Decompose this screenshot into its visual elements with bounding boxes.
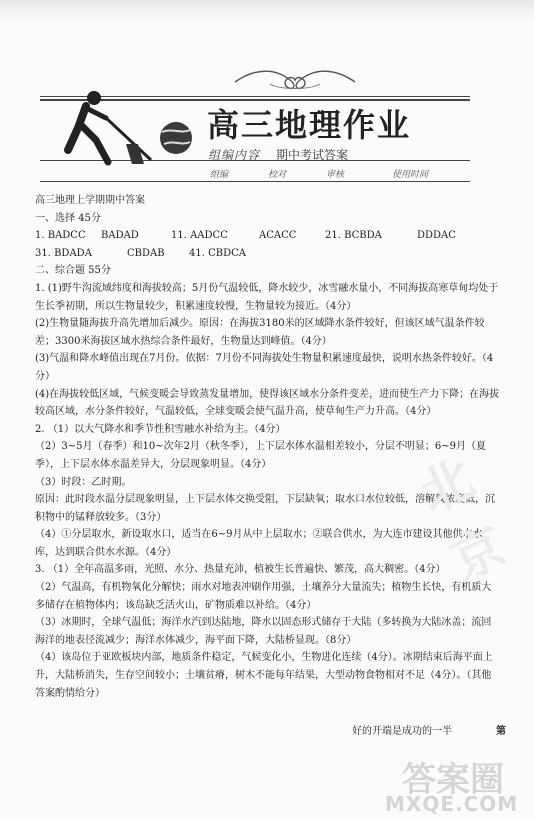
- answer-heading: 高三地理上学期期中答案: [35, 195, 145, 206]
- answer-group: 41. CBDCA: [189, 247, 246, 259]
- section-choice: 一、选择 45分: [35, 212, 101, 224]
- q1-part-1: 1. (1)野牛沟流域纬度和海拔较高；5月份气温较低，降水较少，冰雪融水量小，不同海拔高寒草甸均处于生长季初期，所以生物量较少，积累速度较慢，生物量较为接近。（4分）: [35, 282, 499, 312]
- meta-review: 审核: [326, 170, 345, 180]
- meta-proofread: 校对: [268, 170, 287, 180]
- watermark-url: MXQE.COM: [385, 792, 519, 816]
- subtitle-handwritten: 组编内容: [208, 148, 261, 162]
- footer-page-label: 第: [496, 726, 506, 737]
- q2-part-3: （3）时段：乙时期。: [35, 476, 132, 488]
- ornament-flourish: [230, 64, 360, 94]
- answer-group: BADAD: [101, 230, 139, 242]
- answer-group: ACACC: [259, 230, 297, 242]
- q3-part-2: （2）气温高，有机物氧化分解快；雨水对地表冲刷作用强，土壤养分大量流失；植物生长快，有机质大多储存在植物体内；该岛缺乏活火山，矿物质难以补给。（4分）: [35, 582, 492, 611]
- meta-use-date: 使用时间: [392, 170, 429, 180]
- q3-part-4: （4）该岛位于亚欧板块内部，地质条件稳定，气候变化小，生物进化连续（4分）。冰期结束后海平面上升，大陆桥消失，生存空间较小；土壤贫瘠，树木不能每年结果，大型动物食物相对不足（4分）。（其他答案酌情给分）: [35, 652, 493, 699]
- header-rule-bottom: [40, 181, 470, 182]
- q2-part-2: （2）3~5月（春季）和10~次年2月（秋冬季），上下层水体水温相差较小，分层不明显；6~9月（夏季），上下层水体水温差异大，分层现象明显。（4分）: [35, 441, 487, 470]
- q1-part-4: (4)在海拔较低区域，气候变暖会导致蒸发量增加，使得该区域水分条件变差，进而使生产力下降；在海拔较高区域，水分条件较好，气温较低，全球变暖会使气温升高，使草甸生产力升高。（4分）: [35, 388, 500, 418]
- q2-part-1: 2. （1）以大气降水和季节性积雪融水补给为主。（4分）: [35, 423, 286, 435]
- scan-shadow: [0, 0, 534, 22]
- answer-group: 11. AADCC: [171, 230, 228, 242]
- q2-part-5: （4）①分层取水，新设取水口，适当在6~9月从中上层取水；②联合供水，为大连市建设其他供水水库，达到联合供水水源。（4分）: [35, 529, 483, 558]
- q1-part-2: (2)生物量随海拔升高先增加后减少。原因：在海拔3180米的区域降水条件较好，但该区域气温条件较差；3300米海拔区域水热综合条件最好，生物量达到峰值。（4分）: [35, 318, 485, 347]
- watermark-side: 北京: [410, 448, 515, 593]
- answer-group: DDDAC: [417, 230, 456, 242]
- answer-group: CBDAB: [127, 247, 165, 259]
- q3-part-3: （3）冰期时，全球气温低；海洋水汽到达陆地，降水以固态形式储存于大陆（多转换为大陆冰盖；流回海洋的地表径流减少；海洋水体减少，海平面下降，大陆桥显现。（8分）: [35, 617, 492, 646]
- answer-group: 21. BCBDA: [325, 230, 382, 242]
- meta-compile: 组编: [210, 170, 229, 180]
- choice-answers-row-1: [35, 227, 500, 245]
- q1-part-3: (3)气温和降水峰值出现在7月份。依据：7月份不同海拔处生物量积累速度最快，说明水热条件较好。（4分）: [35, 353, 494, 382]
- section-comprehensive: 二、综合题 55分: [35, 265, 111, 277]
- athlete-logo: [56, 88, 201, 168]
- choice-answers-row-2: [35, 245, 500, 263]
- subtitle-main: 期中考试答案: [276, 148, 349, 162]
- footer-slogan: 好的开端是成功的一半: [352, 726, 452, 737]
- answer-group: 31. BDADA: [35, 247, 92, 259]
- page-title: 高三地理作业: [207, 106, 412, 144]
- q2-part-4: 原因：此时段水温分层现象明显，上下层水体交换受阻，下层缺氧；取水口水位较低，溶解氧浓度低，沉积物中的锰释放较多。（3分）: [35, 494, 495, 523]
- answer-group: 1. BADCC: [35, 230, 86, 242]
- q3-part-1: 3. （1）全年高温多雨，光照、水分、热量充沛，植被生长普遍快、繁茂，高大稠密。（4分）: [35, 564, 446, 576]
- watermark-brand: 答案圈: [402, 760, 504, 800]
